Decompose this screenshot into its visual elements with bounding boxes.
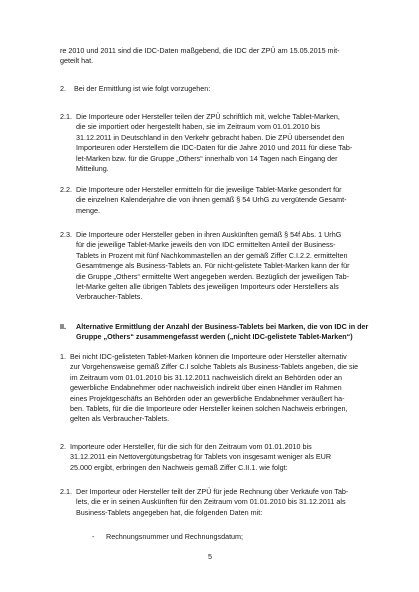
section-number: 2. [60,442,66,451]
text-line: Gesamtmenge als Business-Tablets an. Für nicht-gelistete Tablet-Marken kann der für [76,261,350,271]
text-line: menge. [76,205,100,215]
text-line: die sie importiert oder hergestellt haben, sie im Zeitraum vom 01.01.2010 bis [76,122,321,132]
text-line: eines Projektgeschäfts an Behörden oder an gewerbliche Endabnehmer veräußert ha- [70,393,345,403]
text-line: Importeuren oder Herstellern die IDC-Daten für die Jahre 2010 und 2011 für diese Tab- [76,143,353,153]
text-line: gewerbliche Endabnehmer oder nachweislich indirekt über einen Händler im Rahmen [70,383,342,393]
section-number: 2. [60,84,66,93]
text-line: re 2010 und 2011 sind die IDC-Daten maßgebend, die IDC der ZPÜ am 15.05.2015 mit- [60,46,340,55]
text-line: zur Vorgehensweise gemäß Ziffer C.I solche Tablets als Business-Tablets angeben, die sie [70,362,359,372]
text-line: 25.000 ergibt, erbringen den Nachweis gemäß Ziffer C.II.1. wie folgt: [70,462,288,472]
text-line: Die Importeure oder Hersteller ermitteln für die jeweilige Tablet-Marke gesondert für [76,185,342,194]
text-line: 31.12.2011 in Deutschland in den Verkehr gebracht haben. Die ZPÜ übersendet den [76,132,345,142]
text-line: geteilt hat. [60,56,94,66]
section-number: 1. [60,352,66,361]
text-line: Der Importeur oder Hersteller teilt der ZPÜ für jede Rechnung über Verkäufe von Tab- [76,487,349,496]
section-number: 2.1. [60,487,72,496]
text-line: Mitteilung. [76,164,109,174]
heading-line: Alternative Ermittlung der Anzahl der Business-Tablets bei Marken, die von IDC in der [76,322,369,331]
text-line: let-Marken bzw. für die Gruppe „Others“ innerhalb von 14 Tagen nach Eingang der [76,153,338,163]
bullet-dash: - [92,532,95,541]
text-line: Business-Tablets angegeben hat, die folgenden Daten mit: [76,507,263,517]
section-II-1 [60,352,395,425]
section-number: 2.1. [60,112,72,121]
text-line: für die jeweilige Tablet-Marke jeweils den von IDC ermittelten Anteil der Business- [76,240,336,250]
text-line: let-Marke gelten alle übrigen Tablets des jeweiligen Importeurs oder Herstellers als [76,282,339,292]
page-number: 5 [208,552,212,561]
section-2-2 [60,185,390,216]
section-number: 2.2. [60,185,72,194]
text-line: 31.12.2011 ein Nettovergütungsbetrag für Tablets von insgesamt weniger als EUR [70,452,332,462]
text-line: lets, die er in seinen Auskünften für den Zeitraum vom 01.01.2010 bis 31.12.2011 als [76,497,346,507]
section-number: 2.3. [60,230,72,239]
text-line: die Gruppe „Others“ ermittelte Wert angegeben werden. Bezüglich der jeweiligen Tab- [76,271,350,281]
text-line: Bei nicht IDC-gelisteten Tablet-Marken können die Importeure oder Hersteller alternativ [70,352,347,361]
text-line: Die Importeure oder Hersteller geben in ihren Auskünften gemäß § 54f Abs. 1 UrhG [76,230,342,239]
text-line: die einzelnen Kalenderjahre die von ihnen gemäß § 54 UrhG zu vergütende Gesamt- [76,195,347,205]
section-II-heading [60,322,395,343]
intro-paragraph [60,46,380,67]
text-line: gelten als Verbraucher-Tablets. [70,414,170,424]
section-text: Bei der Ermittlung ist wie folgt vorzugehen: [74,84,211,93]
section-2 [60,84,380,94]
text-line: ben. Tablets, für die die Importeure oder Hersteller keinen solchen Nachweis erbringen, [70,404,348,414]
text-line: Die Importeure oder Hersteller teilen der ZPÜ schriftlich mit, welche Tablet-Marken, [76,112,340,121]
section-II-2 [60,442,395,473]
section-2-3 [60,230,390,303]
bullet-text: Rechnungsnummer und Rechnungsdatum; [106,532,244,541]
text-line: Importeure oder Hersteller, für die sich für den Zeitraum vom 01.01.2010 bis [70,442,312,451]
section-number: II. [60,322,66,331]
text-line: im Zeitraum vom 01.01.2010 bis 31.12.2011 nachweislich direkt an Behörden oder an [70,372,342,382]
bullet-item [92,532,392,542]
text-line: Tablets in Prozent mit fünf Nachkommastellen an der gemäß Ziffer C.I.2.2. ermittelten [76,250,348,260]
section-II-2-1 [60,487,395,518]
text-line: Verbraucher-Tablets. [76,292,143,302]
heading-line: Gruppe „Others“ zusammengefasst werden („nicht IDC-gelistete Tablet-Marken“) [76,332,353,342]
section-2-1 [60,112,390,174]
